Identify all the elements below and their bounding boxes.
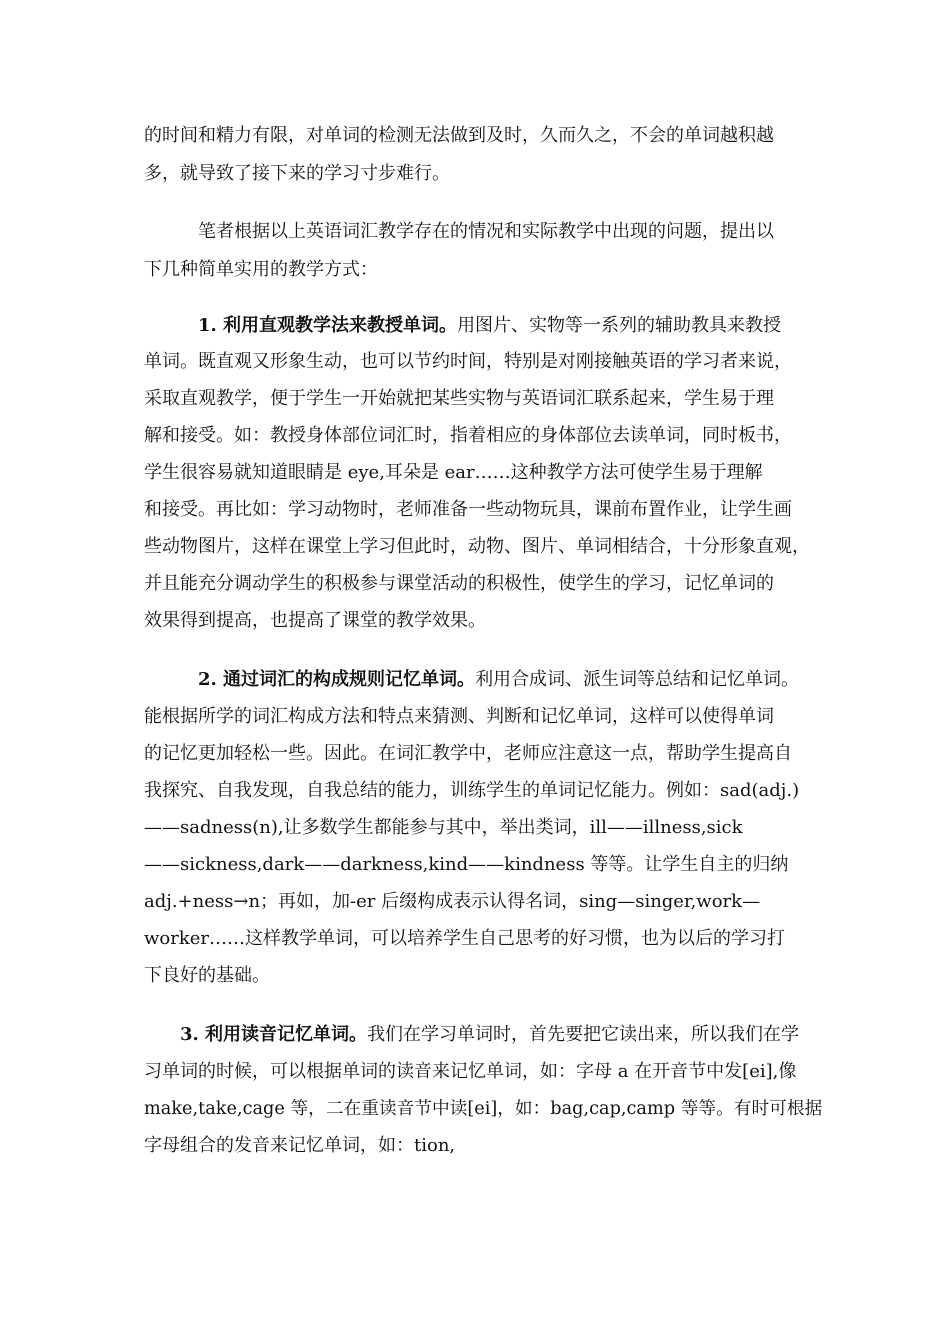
section-1-line: 解和接受。如：教授身体部位词汇时，指着相应的身体部位去读单词，同时板书，	[144, 425, 792, 446]
lead-line: 笔者根据以上英语词汇教学存在的情况和实际教学中出现的问题，提出以	[198, 221, 774, 242]
section-2-first-line	[198, 668, 799, 692]
section-1-first-line	[198, 314, 781, 338]
section-2-line: adj.+ness→n；再如，加-er 后缀构成表示认得名词，sing—singer,work—	[144, 891, 761, 912]
section-2-line: ——sadness(n),让多数学生都能参与其中，举出类词，ill——illness,sick	[144, 817, 743, 838]
section-2-lead-text: 利用合成词、派生词等总结和记忆单词。	[475, 669, 800, 690]
section-2-line: ——sickness,dark——darkness,kind——kindness 等等。让学生自主的归纳	[144, 854, 789, 875]
section-1-line: 采取直观教学，便于学生一开始就把某些实物与英语词汇联系起来，学生易于理	[144, 388, 774, 409]
section-3-line: 字母组合的发音来记忆单词，如：tion,	[144, 1135, 456, 1156]
section-1-line: 并且能充分调动学生的积极参与课堂活动的积极性，使学生的学习，记忆单词的	[144, 573, 774, 594]
section-1-line: 和接受。再比如：学习动物时，老师准备一些动物玩具，课前布置作业，让学生画	[144, 499, 792, 520]
section-3-line: make,take,cage 等，二在重读音节中读[ei]，如：bag,cap,camp 等等。有时可根据	[144, 1099, 823, 1119]
section-1-line: 单词。既直观又形象生动，也可以节约时间，特别是对刚接触英语的学习者来说，	[144, 351, 792, 372]
section-2-line: 的记忆更加轻松一些。因此。在词汇教学中，老师应注意这一点，帮助学生提高自	[144, 743, 792, 764]
section-1-line: 学生很容易就知道眼睛是 eye,耳朵是 ear……这种教学方法可使学生易于理解	[144, 462, 763, 483]
section-2-line: 我探究、自我发现，自我总结的能力，训练学生的单词记忆能力。例如：sad(adj.)	[144, 780, 800, 801]
section-1-line: 些动物图片，这样在课堂上学习但此时，动物、图片、单词相结合，十分形象直观，	[144, 536, 810, 557]
lead-line: 下几种简单实用的教学方式：	[144, 259, 378, 280]
section-2-line: 下良好的基础。	[144, 965, 270, 986]
section-3-first-line	[180, 1023, 799, 1047]
section-2-heading: 2. 通过词汇的构成规则记忆单词。	[198, 669, 476, 690]
intro-line: 的时间和精力有限，对单词的检测无法做到及时，久而久之，不会的单词越积越	[144, 125, 774, 146]
section-2-line: 能根据所学的词汇构成方法和特点来猜测、判断和记忆单词，这样可以使得单词	[144, 706, 774, 727]
intro-line: 多，就导致了接下来的学习寸步难行。	[144, 163, 450, 184]
section-2-line: worker……这样教学单词，可以培养学生自己思考的好习惯，也为以后的学习打	[144, 928, 786, 949]
section-3-lead-text: 我们在学习单词时，首先要把它读出来，所以我们在学	[367, 1024, 800, 1045]
section-1-heading: 1. 利用直观教学法来教授单词。	[198, 315, 458, 336]
section-3-line: 习单词的时候，可以根据单词的读音来记忆单词，如：字母 a 在开音节中发[ei],像	[144, 1061, 797, 1082]
section-1-lead-text: 用图片、实物等一系列的辅助教具来教授	[457, 315, 782, 336]
section-3-heading: 3. 利用读音记忆单词。	[180, 1024, 368, 1045]
section-1-line: 效果得到提高，也提高了课堂的教学效果。	[144, 610, 486, 631]
